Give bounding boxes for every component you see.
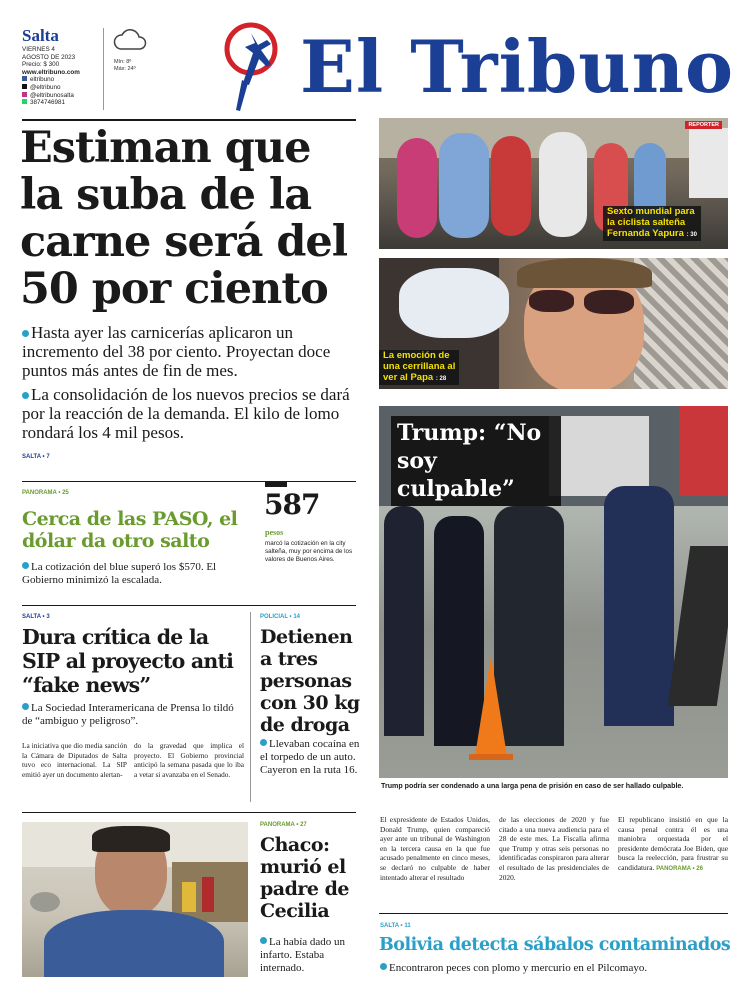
trump-col3: El republicano insistió en que la causa penal contra él es una maniobra orquestada por el presidente demócrata Joe Biden, que busca la reelección, para frustrar su candidatura. PANORAMA • 26	[618, 815, 728, 872]
instagram-icon	[22, 92, 27, 97]
man-shirt	[44, 910, 224, 977]
chaco-headline: Chaco: murió el padre de Cecilia	[260, 834, 349, 922]
newspaper-title: El Tribuno	[300, 24, 734, 109]
trump-headline: Trump: “No soy culpable”	[391, 416, 561, 506]
masthead-date	[22, 46, 102, 107]
social-twitter: @eltribuno	[22, 84, 102, 92]
sip-col1: La iniciativa que dio media sanción la Cámara de Diputados de Salta tuvo eco internacional. La SIP emitió ayer un documento alertan-	[22, 741, 127, 779]
trump-photo	[379, 406, 728, 778]
dolar-headline: Cerca de las PASO, el dólar da otro salto	[22, 508, 238, 552]
sip-section: SALTA • 3	[22, 614, 50, 620]
lead-section: SALTA • 7	[22, 454, 50, 460]
facebook-icon	[22, 76, 27, 81]
dolar-figure-unit: pesos	[265, 528, 284, 537]
sport-tag: REPORTER	[685, 121, 722, 129]
social-instagram: @eltribunosalta	[22, 92, 102, 100]
sip-bullet: La Sociedad Interamericana de Prensa lo tildó de “ambiguo y peligroso”.	[22, 702, 244, 728]
twitter-icon	[22, 84, 27, 89]
trump-photo-caption: Trump podría ser condenado a una larga pena de prisión en caso de ser hallado culpable.	[381, 782, 684, 790]
chaco-bullet: La había dado un infarto. Estaba internado.	[260, 936, 360, 975]
weather-temps	[114, 59, 136, 73]
bolivia-bullet: Encontraron peces con plomo y mercurio en el Pilcomayo.	[380, 962, 728, 975]
masthead-city: Salta	[22, 26, 59, 45]
chaco-section: PANORAMA • 27	[260, 822, 307, 828]
weather-max: Máx: 24º	[114, 66, 136, 72]
date-line-1: VIERNES 4	[22, 46, 55, 53]
dolar-section: PANORAMA • 25	[22, 490, 69, 496]
dolar-figure: 587	[264, 488, 320, 521]
sip-headline: Dura crítica de la SIP al proyecto anti “fake news”	[22, 625, 234, 697]
weather-min: Mín: 8º	[114, 59, 132, 65]
sip-col2: do la gravedad que implica el proyecto. El Gobierno provincial anticipó la semana pasada que lo iba a vetar si avanzaba en el Senado.	[134, 741, 244, 779]
trump-col2: de las elecciones de 2020 y fue citado a una nueva audiencia para el 28 de este mes. La Fiscalía afirma que Trump y otras seis personas no identificadas conspiraron para alterar el resultado de las presidenciales de 2020.	[499, 815, 609, 882]
social-facebook: eltribuno	[22, 76, 102, 84]
dolar-figure-text: marcó la cotización en la city salteña, muy por encima de los valores de Buenos Aires.	[265, 540, 353, 563]
lead-headline: Estiman que la suba de la carne será del 50 por ciento	[20, 123, 348, 314]
policial-section: POLICIAL • 14	[260, 614, 300, 620]
whatsapp-icon	[22, 99, 27, 104]
chaco-photo	[22, 822, 248, 977]
website: www.eltribuno.com	[22, 68, 80, 76]
social-whatsapp: 3874746981	[22, 99, 102, 107]
trump-col1: El expresidente de Estados Unidos, Donald Trump, quien compareció ayer ante un tribunal de Washington en la tercera causa en la que fue acusado penalmente en cinco meses, se declaró no culpable de haber intentado alterar el resultado	[380, 815, 490, 882]
papa-caption: La emoción de una cerrillana al ver al Papa : 28	[379, 350, 459, 385]
bolivia-headline: Bolivia detecta sábalos contaminados	[379, 935, 731, 955]
policial-bullet: Llevaban cocaína en el torpedo de un auto. Cayeron en la ruta 16.	[260, 738, 360, 776]
date-line-2: AGOSTO DE 2023	[22, 53, 76, 61]
dolar-bullet: La cotización del blue superó los $570. El Gobierno minimizó la escalada.	[22, 561, 247, 587]
logo-figure-icon	[222, 20, 280, 114]
lead-bullet-2: La consolidación de los nuevos precios se dará por la reacción de la demanda. El kilo de lomo rondará los 4 mil pesos.	[22, 385, 358, 442]
price: Precio: $ 300	[22, 61, 60, 69]
cloud-icon	[111, 27, 151, 55]
traffic-cone-icon	[475, 656, 507, 756]
trump-section: PANORAMA • 26	[656, 865, 703, 872]
lead-bullet-1: Hasta ayer las carnicerías aplicaron un incremento del 38 por ciento. Proyectan doce puntos más antes de fin de mes.	[22, 323, 358, 380]
policial-headline: Detienen a tres personas con 30 kg de droga	[260, 626, 360, 736]
bolivia-section: SALTA • 11	[380, 923, 411, 929]
cycling-caption: Sexto mundial para la ciclista salteña Fernanda Yapura : 30	[603, 206, 701, 241]
